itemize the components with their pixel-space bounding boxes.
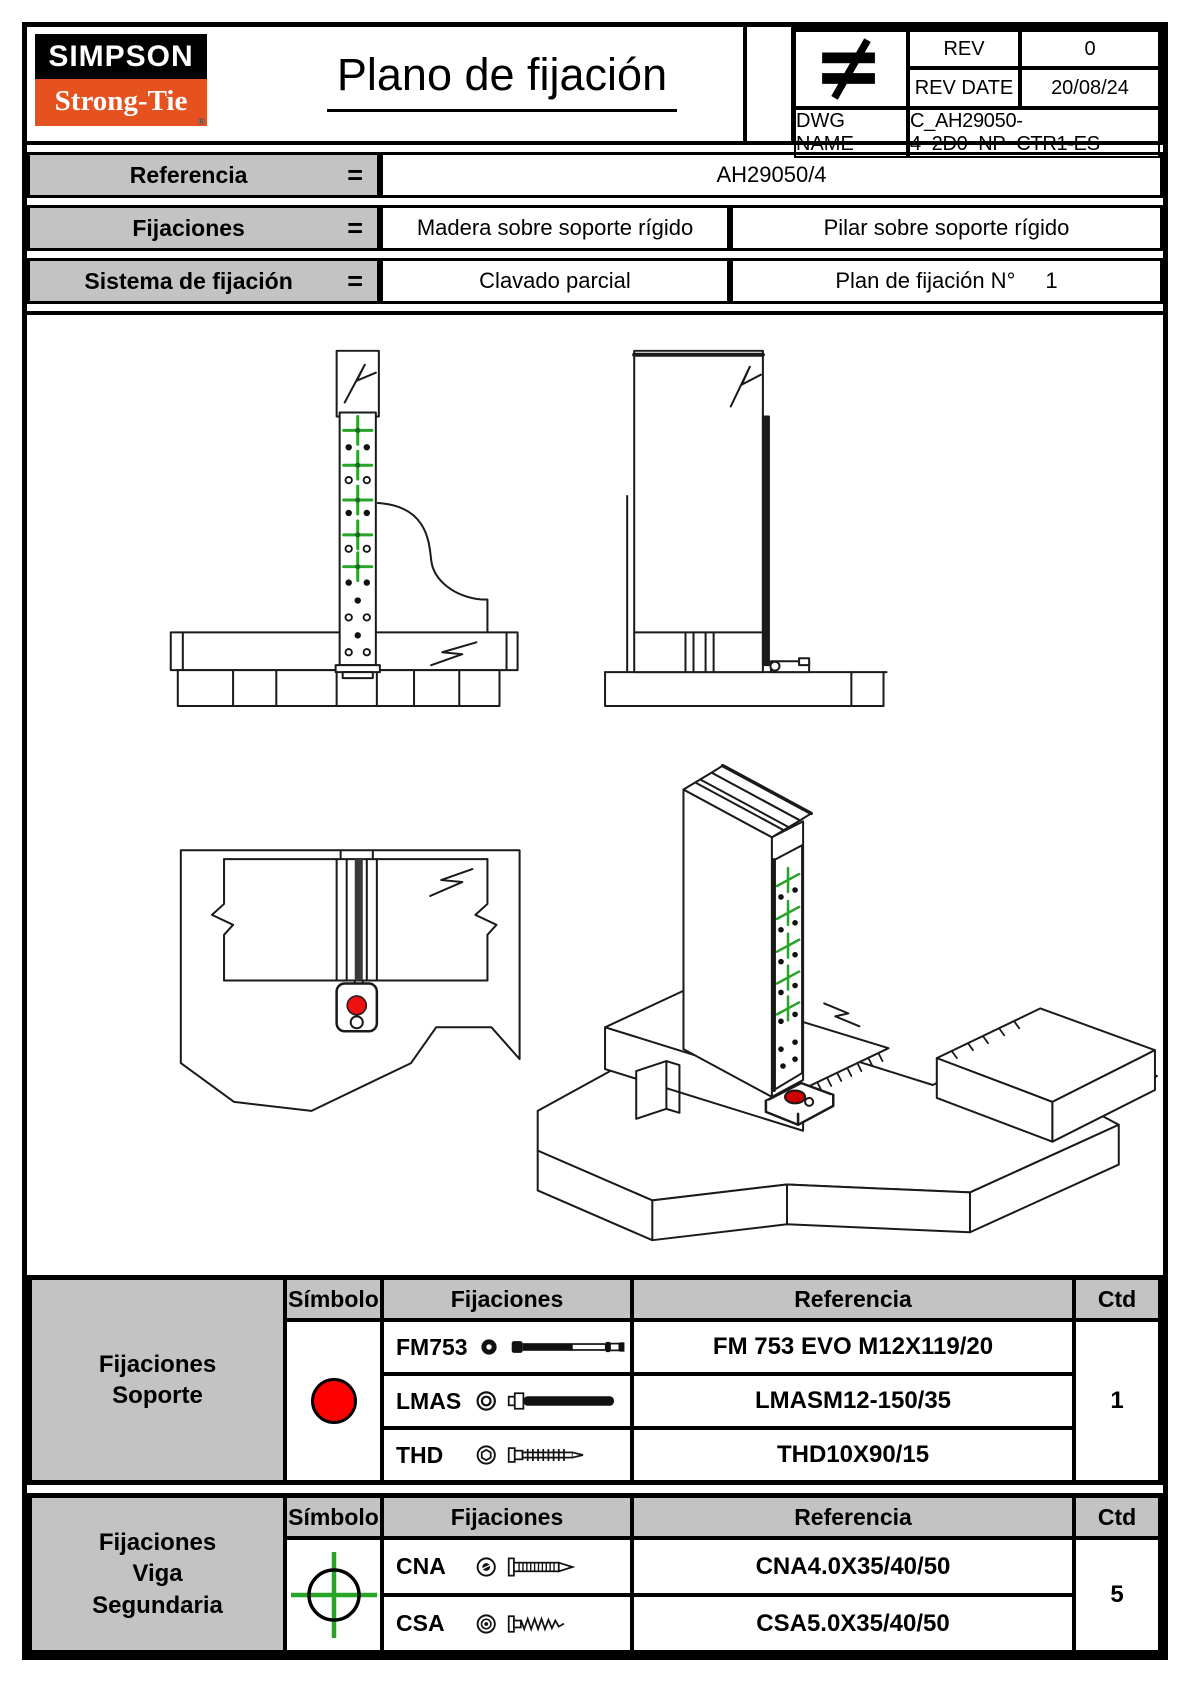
simpson-strongtie-logo xyxy=(35,34,207,126)
rev-date-value: 20/08/24 xyxy=(1020,68,1160,108)
green-crosshair-icon xyxy=(288,1549,380,1641)
logo-simpson-text: SIMPSON xyxy=(35,34,207,79)
secondary-qty-value: 5 xyxy=(1074,1538,1160,1652)
secondary-beam-fixings-table xyxy=(27,1493,1163,1655)
symbol-header: Símbolo xyxy=(285,1496,382,1538)
equals-sign: = xyxy=(347,265,363,296)
not-equal-icon xyxy=(794,30,908,108)
reference-value: AH29050/4 xyxy=(380,152,1163,198)
fm753-head-icon xyxy=(478,1334,500,1360)
thd-screw-icon xyxy=(507,1442,630,1468)
rev-label: REV xyxy=(908,30,1020,68)
revision-table xyxy=(791,27,1163,155)
fm753-reference: FM 753 EVO M12X119/20 xyxy=(632,1320,1074,1374)
drawing-area xyxy=(27,311,1163,1275)
logo-strongtie-text: Strong-Tie ® xyxy=(35,79,207,126)
sheet-frame xyxy=(22,22,1168,1660)
header-divider xyxy=(743,27,747,141)
lmas-reference: LMASM12-150/35 xyxy=(632,1374,1074,1428)
registered-trademark: ® xyxy=(197,117,205,128)
csa-screw-icon xyxy=(507,1611,630,1637)
equals-sign: = xyxy=(347,159,363,190)
fixings-row xyxy=(27,205,1163,251)
plan-number-cell xyxy=(730,258,1163,304)
symbol-header: Símbolo xyxy=(285,1278,382,1320)
side-view-drawing xyxy=(605,351,886,706)
fixings-header: Fijaciones xyxy=(382,1278,632,1320)
support-qty-value: 1 xyxy=(1074,1320,1160,1482)
title-block xyxy=(27,27,1163,155)
reference-header: Referencia xyxy=(632,1278,1074,1320)
reference-row xyxy=(27,152,1163,198)
reference-label-cell: Referencia = xyxy=(27,152,380,198)
csa-head-icon xyxy=(475,1611,497,1637)
dwg-name-value: C_AH29050-4_2D0_NP_CTR1-ES xyxy=(908,108,1160,158)
support-group-label: Fijaciones Soporte xyxy=(30,1278,285,1482)
secondary-group-label: Fijaciones Viga Segundaria xyxy=(30,1496,285,1652)
fm753-row: FM753 xyxy=(382,1320,632,1374)
red-anchor-symbol xyxy=(285,1320,382,1482)
red-anchor-marker-plan xyxy=(347,996,366,1015)
support-fixings-table xyxy=(27,1275,1163,1485)
thd-head-icon xyxy=(475,1442,497,1468)
rev-date-label: REV DATE xyxy=(908,68,1020,108)
lmas-row: LMAS xyxy=(382,1374,632,1428)
fm753-bolt-icon xyxy=(510,1334,630,1360)
isometric-view-drawing xyxy=(538,766,1157,1241)
cna-nail-icon xyxy=(507,1554,630,1580)
crosshair-symbol xyxy=(285,1538,382,1652)
cna-reference: CNA4.0X35/40/50 xyxy=(632,1538,1074,1595)
thd-reference: THD10X90/15 xyxy=(632,1428,1074,1482)
system-value-left: Clavado parcial xyxy=(380,258,730,304)
system-row xyxy=(27,258,1163,304)
rev-value: 0 xyxy=(1020,30,1160,68)
cna-row: CNA xyxy=(382,1538,632,1595)
reference-header: Referencia xyxy=(632,1496,1074,1538)
plan-number-label: Plan de fijación N° xyxy=(835,268,1016,293)
lmas-head-icon xyxy=(475,1388,497,1414)
equals-sign: = xyxy=(347,212,363,243)
dwg-name-label: DWG NAME xyxy=(794,108,908,158)
thd-row: THD xyxy=(382,1428,632,1482)
lmas-bolt-icon xyxy=(507,1388,630,1414)
fixings-label-cell: Fijaciones = xyxy=(27,205,380,251)
fixings-header: Fijaciones xyxy=(382,1496,632,1538)
page-title: Plano de fijación xyxy=(327,49,677,112)
qty-header: Ctd xyxy=(1074,1278,1160,1320)
qty-header: Ctd xyxy=(1074,1496,1160,1538)
technical-drawing xyxy=(27,315,1163,1275)
red-circle-icon xyxy=(311,1378,357,1424)
csa-row: CSA xyxy=(382,1595,632,1652)
fixings-value-right: Pilar sobre soporte rígido xyxy=(730,205,1163,251)
fixings-value-left: Madera sobre soporte rígido xyxy=(380,205,730,251)
system-label-cell: Sistema de fijación = xyxy=(27,258,380,304)
csa-reference: CSA5.0X35/40/50 xyxy=(632,1595,1074,1652)
cna-head-icon xyxy=(475,1554,497,1580)
plan-view-drawing xyxy=(181,850,520,1111)
front-view-drawing xyxy=(171,351,518,706)
plan-number-value: 1 xyxy=(1045,268,1058,293)
red-anchor-marker-iso xyxy=(785,1090,805,1103)
